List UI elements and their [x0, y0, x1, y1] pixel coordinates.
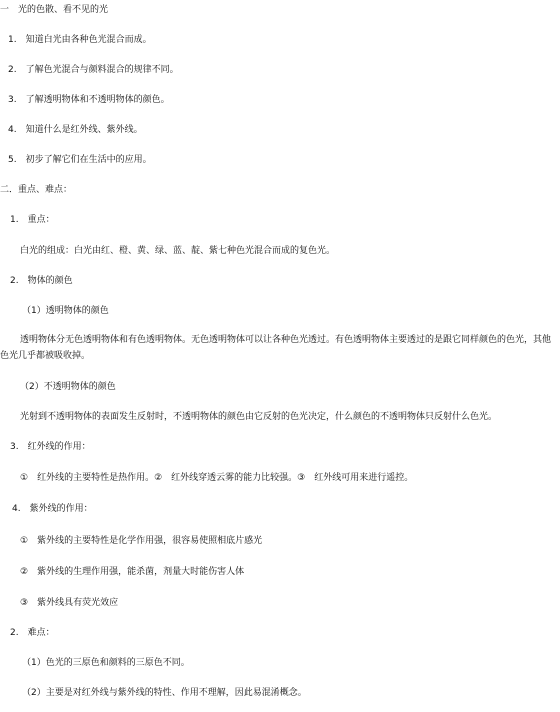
objective-item-4: 4. 知道什么是红外线、紫外线。	[8, 125, 143, 135]
objective-item-5: 5. 初步了解它们在生活中的应用。	[8, 155, 152, 165]
ultraviolet-item-1: ① 紫外线的主要特性是化学作用强，很容易使照相底片感光	[20, 536, 263, 546]
ultraviolet-item-3: ③ 紫外线具有荧光效应	[20, 598, 119, 608]
section-2-heading: 二．重点、难点：	[0, 185, 73, 195]
key-points-label: 1. 重点：	[10, 215, 55, 225]
white-light-composition: 白光的组成：白光由红、橙、黄、绿、蓝、靛、紫七种色光混合而成的复色光。	[20, 246, 336, 256]
section-1-heading: 一 光的色散、看不见的光	[0, 5, 109, 15]
ultraviolet-label: 4. 紫外线的作用：	[12, 504, 93, 514]
difficulty-item-1: （1）色光的三原色和颜料的三原色不同。	[22, 658, 190, 668]
difficulty-item-2: （2）主要是对红外线与紫外线的特性、作用不理解，因此易混淆概念。	[22, 688, 307, 698]
objective-item-3: 3. 了解透明物体和不透明物体的颜色。	[8, 95, 170, 105]
objective-item-2: 2. 了解色光混合与颜料混合的规律不同。	[8, 65, 179, 75]
objective-item-1: 1. 知道白光由各种色光混合而成。	[8, 35, 152, 45]
difficulties-label: 2. 难点：	[10, 628, 55, 638]
ultraviolet-item-2: ② 紫外线的生理作用强，能杀菌，剂量大时能伤害人体	[20, 567, 245, 577]
object-color-label: 2. 物体的颜色	[10, 276, 73, 286]
infrared-text: ① 红外线的主要特性是热作用。② 红外线穿透云雾的能力比较强。③ 红外线可用来进行遥控。	[20, 473, 414, 483]
opaque-object-label: （2）不透明物体的颜色	[20, 382, 116, 392]
opaque-object-text: 光射到不透明物体的表面发生反射时，不透明物体的颜色由它反射的色光决定，什么颜色的不透明物体只反射什么色光。	[20, 412, 498, 422]
infrared-label: 3. 红外线的作用：	[10, 442, 91, 452]
transparent-object-text: 透明物体分无色透明物体和有色透明物体。无色透明物体可以让各种色光透过。有色透明物体主要透过的是跟它同样颜色的色光，其他色光几乎都被吸收掉。	[0, 335, 552, 361]
transparent-object-label: （1）透明物体的颜色	[22, 306, 109, 316]
